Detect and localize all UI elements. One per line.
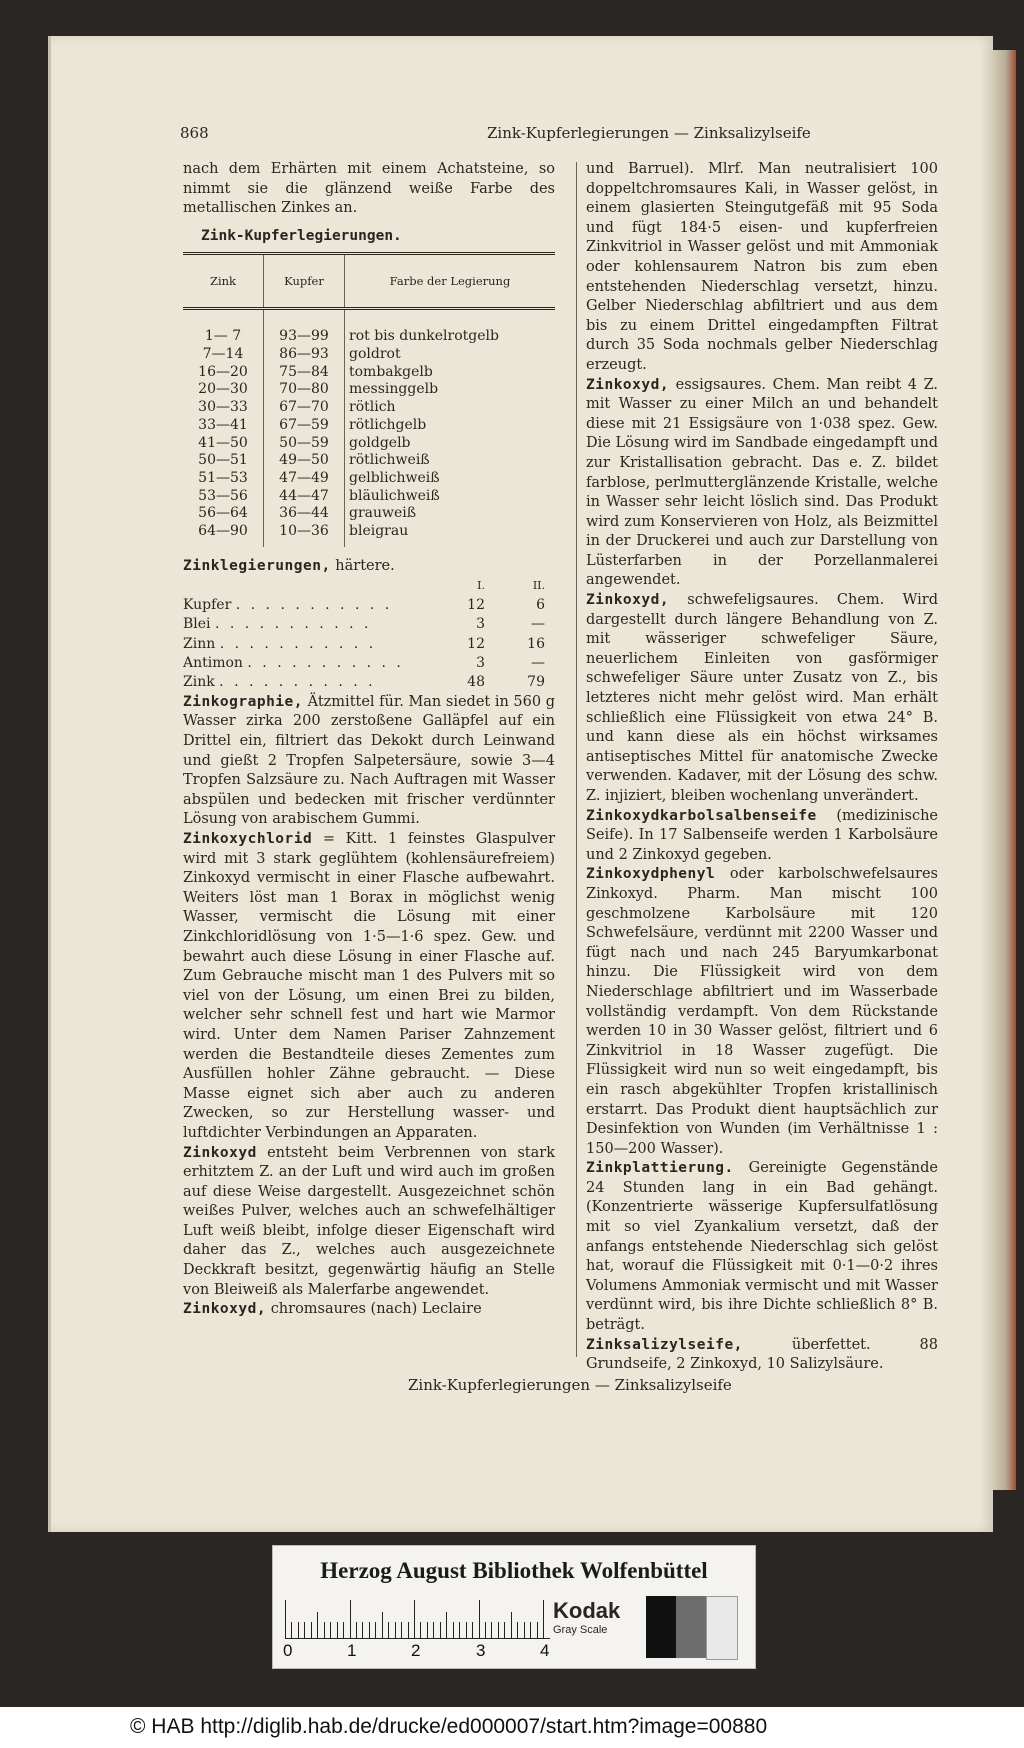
ruler-tick [395,1622,396,1638]
entry-zinkoxydkarbolsalbenseife: Zinkoxydkarbolsalbenseife (medizinische Seife). In 17 Salbenseife werden 1 Karbolsäure und 2 Zinkoxyd gegeben. [586,807,938,863]
ruler-tick [504,1622,505,1638]
table-cell: bläulichweiß [345,488,556,506]
ruler-tick [401,1622,402,1638]
entry-zinksalizylseife: Zinksalizylseife, überfettet. 88 Grundseife, 2 Zinkoxyd, 10 Salizylsäure. [586,1336,939,1373]
entry-continuation: und Barruel). Mlrf. Man neutralisiert 100 doppeltchromsaures Kali, in Wasser gelöst, in einem glasierten Steingutgefäß mit 95 Soda und fügt 184·5 eisen- und kupferfreien Zinkvitriol in Wasser gelöst und mit Ammoniak oder kohlensaurem Natron bis zum eben entstehenden Niederschlag versetzt, hinzu. Gelber Niederschlag abfiltriert und aus dem bis zu einem Drittel eingedampften Filtrat durch 35 Soda nochmals gelber Niederschlag erzeugt. [586,161,938,373]
table-row [183,654,555,673]
leader-dots: . . . . . . . . . . . [235,596,393,613]
ruler-tick [517,1622,518,1638]
table-cell: goldgelb [345,435,556,453]
entry-zinkoxyd-schwefeligsaures: Zinkoxyd, schwefeligsaures. Chem. Wird dargestellt durch längere Behandlung von Z. mit wässeriger schwefeliger Säure, neuerlichem Einleiten von gasförmiger schwefeliger Säure unter Zusatz von Z., bis letzteres nicht mehr gelöst wird. Man erhält schließlich eine Flüssigkeit von etwa 24° B. und kann diese als ein höchst wirksames antiseptisches Mittel für anatomische Zwecke verwenden. Kadaver, mit der Lösung des schw. Z. injiziert, bleiben wochenlang unverändert. [586,592,938,804]
table-cell: 50—51 [198,452,248,469]
zinc-alloys-heading: Zinklegierungen, härtere. [183,557,395,574]
alloy-table [183,252,555,546]
ruler-tick [304,1622,305,1638]
page-edge [990,50,1016,1490]
table-cell: rötlichweiß [345,452,556,470]
table-row [183,615,555,634]
ruler-tick [491,1622,492,1638]
value-cell: 3 [476,616,485,633]
table-cell: 49—50 [264,452,345,470]
right-column [586,160,938,1375]
table-cell: rötlichgelb [345,417,556,435]
metal-name: Antimon [183,655,243,672]
gray-swatch-mid [676,1596,706,1658]
entry-zinkplattierung: Zinkplattierung. Gereinigte Gegenstände 24 Stunden lang in ein Bad gehängt. (Konzentrierte wässerige Kupfersulfatlösung mit so viel Zyankalium versetzt, daß der anfangs entstehende Niederschlag sich gelöst hat, worauf die Flüssigkeit mit 0·1—0·2 ihres Volumens Ammoniak vermischt und mit Wasser verdünnt wird, bis ihre Dichte schließlich 8° B. beträgt. [586,1160,938,1334]
entry-zinkoxyd: Zinkoxyd entsteht beim Verbrennen von stark erhitztem Z. an der Luft und wird auch im großen auf diese Weise dargestellt. Ausgezeichnet schön weißes Pulver, welches auch an schwefelhältiger Luft weiß bleibt, infolge dieser Eigenschaft wird daher das Z., welches auch ausgezeichnete Deckkraft besitzt, gegenwärtig häufig an Stelle von Bleiweiß als Malerfarbe angewendet. [183,1144,556,1298]
table-cell: 64—90 [198,523,248,540]
credit-bar [0,1707,1024,1748]
table-cell: 20—30 [198,381,248,398]
intro-text: nach dem Erhärten mit einem Achatsteine, so nimmt sie die glänzend weiße Farbe des metallischen Zinkes an. [183,161,555,217]
ruler-tick [440,1622,441,1638]
table-cell: 7—14 [202,346,244,363]
ruler-tick [369,1622,370,1638]
ruler-tick [337,1622,338,1638]
scale-number: 2 [411,1641,421,1660]
running-title: Zink-Kupferlegierungen — Zinksalizylseife [487,124,811,142]
table-cell: messinggelb [345,381,556,399]
metal-name: Zink [183,674,215,691]
entry-zinkoxychlorid: Zinkoxychlorid = Kitt. 1 feinstes Glaspulver wird mit 3 stark geglühtem (kohlensäurefreiem) Zinkoxyd vermischt in einer Flasche aufbewahrt. Weiters löst man 1 Borax in möglichst wenig Wasser, vermischt die Lösung mit einer Zinkchloridlösung von 1·5—1·6 spez. Gew. und bewahrt auch diese Lösung in einer Flasche auf. Zum Gebrauche mischt man 1 des Pulvers mit so viel von der Lösung, um einen Brei zu bilden, welcher sehr schnell fest und hart wie Marmor wird. Unter dem Namen Pariser Zahnzement werden die Bestandteile dieses Zementes zum Ausfüllen hohler Zähne gebraucht. — Diese Masse eignet sich aber auch zu anderen Zwecken, so zur Herstellung wasser- und luftdichter Verbindungen an Apparaten. [183,831,555,1141]
table-row [183,399,555,417]
ruler-tick [291,1622,292,1638]
table-cell: 53—56 [198,487,248,504]
table-row [183,452,555,470]
gray-swatch-white [706,1596,738,1660]
ruler-tick [414,1600,415,1638]
table-cell: 67—59 [264,417,345,435]
gray-swatch-black [646,1596,676,1658]
scale-number: 3 [476,1641,486,1660]
entry-zinkoxydphenyl: Zinkoxydphenyl oder karbolschwefelsaures Zinkoxyd. Pharm. Man mischt 100 geschmolzene Karbolsäure mit 120 Schwefelsäure, verdünnt mit 2200 Wasser und fügt nach und nach 245 Baryumkarbonat hinzu. Die Flüssigkeit wird von dem Niederschlage abfiltriert und im Wasserbade vollständig verdampft. Von dem Rückstande werden 10 in 30 Wasser gelöst, filtriert und 6 Zinkvitriol in 18 Wasser zugefügt. Die Flüssigkeit wird nun so weit eingedampft, bis ein rasch abgekühlter Tropfen kristallinisch erstarrt. Das Produkt dient hauptsächlich zur Desinfektion von Wunden (im Verhältnisse 1 : 150—200 Wasser). [586,866,938,1157]
ruler-tick [330,1622,331,1638]
col-header-copper: Kupfer [264,254,345,309]
value-cell: 79 [527,674,545,691]
credit-text: © HAB http://diglib.hab.de/drucke/ed000007/start.htm?image=00880 [130,1715,768,1738]
entry-zinkoxyd-chromsaures: Zinkoxyd, chromsaures (nach) Leclaire [183,1301,482,1318]
ruler-tick [420,1622,421,1638]
table-cell: 70—80 [264,381,345,399]
table-cell: bleigrau [345,523,556,547]
ruler-tick [317,1612,318,1638]
metal-name: Blei [183,616,211,633]
table-cell: gelblichweiß [345,470,556,488]
leader-dots: . . . . . . . . . . . [219,674,376,691]
ruler-tick [530,1622,531,1638]
table-cell: 10—36 [264,523,345,547]
ruler-tick [350,1600,351,1638]
zinc-alloys-table [183,576,555,692]
table-cell: 56—64 [198,505,248,522]
table-cell: rot bis dunkelrotgelb [345,309,556,346]
ruler-tick [324,1622,325,1638]
ruler-tick [382,1612,383,1638]
table-cell: 41—50 [198,434,248,451]
ruler-tick [285,1600,286,1638]
table-row [183,523,555,547]
ruler-tick [485,1622,486,1638]
ruler-tick [433,1622,434,1638]
ruler-tick [311,1622,312,1638]
metal-cell [183,654,425,673]
value-cell: 6 [536,596,545,613]
table-cell: 36—44 [264,505,345,523]
ruler-tick [362,1622,363,1638]
scale-number: 1 [347,1641,357,1660]
page-footer-title: Zink-Kupferlegierungen — Zinksalizylseife [408,1376,732,1394]
metal-name: Zinn [183,635,216,652]
metal-cell [183,615,425,634]
ruler-tick [446,1612,447,1638]
ruler-tick [543,1600,544,1638]
entry-zinkoxyd-essigsaures: Zinkoxyd, essigsaures. Chem. Man reibt 4 Z. mit Wasser zu einer Milch an und behandelt diese mit 21 Essigsäure von 1·038 spez. Gew. Die Lösung wird im Sandbade eingedampft und zur Kristallisation gebracht. Das e. Z. bildet farblose, perlmutterglänzende Kristalle, welche in Wasser sehr leicht löslich sind. Das Produkt wird zum Konservieren von Holz, als Beizmittel in der Druckerei und auch zur Darstellung von Lüsterfarben in der Porzellanmalerei angewendet. [586,376,938,589]
table-cell: 30—33 [198,399,248,416]
table-row [183,673,555,692]
leader-dots: . . . . . . . . . . . [247,655,404,672]
ruler-tick [524,1622,525,1638]
entry-zinkographie: Zinkographie, Ätzmittel für. Man siedet in 560 g Wasser zirka 200 zerstoßene Galläpfel auf ein Drittel ein, filtriert das Dekokt durch Leinwand und gießt 2 Tropfen Salpetersäure, sowie 3—4 Tropfen Salzsäure zu. Nach Auftragen mit Wasser abspülen und bedecken mit frischer verdünnter Lösung von arabischem Gummi. [183,693,556,828]
table-row [183,309,555,346]
value-cell: 16 [527,635,545,652]
value-cell: 12 [467,596,485,613]
table-cell: 51—53 [198,470,248,486]
table-cell: rötlich [345,399,556,417]
metal-name: Kupfer [183,596,232,613]
kodak-label [553,1598,620,1636]
table-cell: goldrot [345,346,556,364]
ruler-tick [498,1622,499,1638]
table-cell: grauweiß [345,505,556,523]
metal-cell [183,635,425,654]
kodak-brand: Kodak [553,1598,621,1623]
gray-scale-label: Gray Scale [553,1624,608,1636]
table-cell: 1— 7 [204,328,242,345]
ruler-tick [511,1612,512,1638]
table-cell: 67—70 [264,399,345,417]
table-cell: 44—47 [264,488,345,506]
table-row [183,364,555,382]
metal-cell [183,596,425,615]
library-name: Herzog August Bibliothek Wolfenbüttel [320,1558,708,1583]
table-cell: 33—41 [198,416,248,433]
col-header-zinc: Zink [183,254,264,309]
value-cell: — [531,655,545,672]
leader-dots: . . . . . . . . . . . [214,616,372,633]
table-cell: 50—59 [264,435,345,453]
table-row [183,435,555,453]
ruler-tick [375,1622,376,1638]
table-row [183,470,555,488]
metal-cell [183,673,425,692]
ruler-tick [459,1622,460,1638]
ruler-tick [388,1622,389,1638]
col-header-color: Farbe der Legierung [345,254,556,309]
alloy-table-title: Zink-Kupferlegierungen. [201,227,402,244]
ruler-tick [356,1622,357,1638]
ruler-tick [537,1622,538,1638]
table-row [183,596,555,615]
column-divider [576,162,577,1357]
ruler-tick [298,1622,299,1638]
table-cell: tombakgelb [345,364,556,382]
table-cell: 47—49 [264,470,345,488]
table-cell: 75—84 [264,364,345,382]
ruler-tick [408,1622,409,1638]
col-header-2: II. [532,579,545,593]
ruler-tick [466,1622,467,1638]
left-column [183,160,555,1320]
value-cell: — [531,616,545,633]
value-cell: 3 [476,655,485,672]
ruler-tick [427,1622,428,1638]
table-row [183,635,555,654]
value-cell: 12 [467,635,485,652]
scale-number: 4 [540,1641,550,1660]
col-header-1: I. [477,579,485,593]
table-row [183,346,555,364]
ruler-tick [479,1600,480,1638]
ruler-tick [343,1622,344,1638]
table-cell: 86—93 [264,346,345,364]
ruler-tick [453,1622,454,1638]
table-cell: 93—99 [264,309,345,346]
page-number: 868 [180,124,209,142]
color-calibration-bar [272,1545,756,1669]
ruler-tick [472,1622,473,1638]
scale-number: 0 [283,1641,293,1660]
table-row [183,381,555,399]
leader-dots: . . . . . . . . . . . [219,635,377,652]
table-cell: 16—20 [198,363,248,380]
table-row [183,417,555,435]
table-row [183,488,555,506]
table-row [183,505,555,523]
scale-ruler [285,1598,550,1639]
value-cell: 48 [467,674,485,691]
